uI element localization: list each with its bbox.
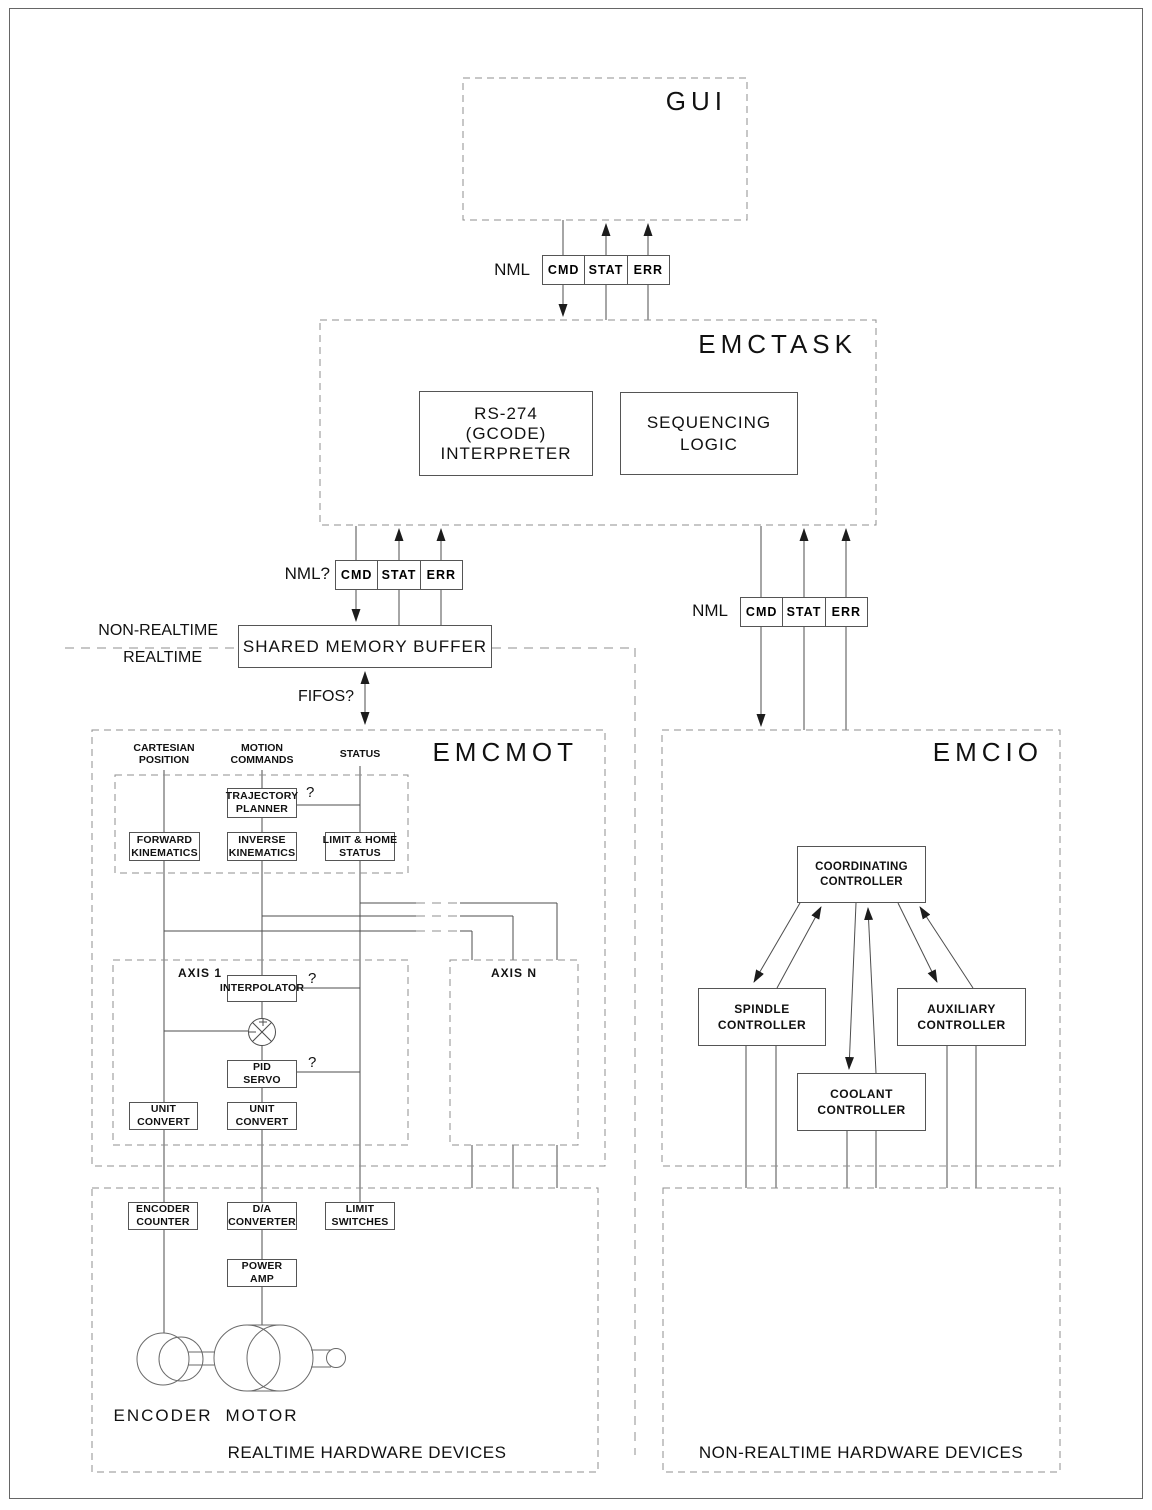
nml-channel-box-left xyxy=(335,560,463,590)
coolant-controller-box: COOLANT CONTROLLER xyxy=(797,1073,926,1131)
inverse-kinematics-box: INVERSE KINEMATICS xyxy=(227,832,297,861)
gcode-interpreter-box: RS-274 (GCODE) INTERPRETER xyxy=(419,391,593,476)
unit-convert-position-box: UNIT CONVERT xyxy=(129,1102,198,1130)
nml-cmd-cell: CMD xyxy=(745,605,778,619)
da-converter-box: D/A CONVERTER xyxy=(228,1203,296,1228)
summing-junction xyxy=(249,1018,276,1046)
nml-stat-cell: STAT xyxy=(782,598,824,626)
non-realtime-label: NON-REALTIME xyxy=(98,622,218,639)
axisn-box xyxy=(450,960,578,1145)
encoder-label: ENCODER xyxy=(113,1406,213,1425)
cartesian-position-label: CARTESIAN POSITION xyxy=(133,742,195,766)
emctask-title: EMCTASK xyxy=(698,329,857,359)
nml-stat-cell: STAT xyxy=(377,561,419,589)
spindle-controller-box: SPINDLE CONTROLLER xyxy=(698,988,826,1046)
power-amp-box: POWER AMP xyxy=(227,1259,297,1287)
interpolator-box: INTERPOLATOR xyxy=(227,975,297,1002)
realtime-label: REALTIME xyxy=(123,649,202,666)
realtime-hardware-box xyxy=(92,1188,598,1472)
emcmot-box xyxy=(92,730,605,1166)
nml-top-label: NML xyxy=(494,260,530,279)
coordinating-controller-box: COORDINATING CONTROLLER xyxy=(797,846,926,903)
nml-err-cell: ERR xyxy=(627,256,669,284)
pid-servo-box: PID SERVO xyxy=(227,1060,297,1088)
nml-right-label: NML xyxy=(692,601,728,620)
encoder-counter-box: ENCODER COUNTER xyxy=(128,1202,198,1230)
status-column-label: STATUS xyxy=(339,748,381,760)
gui-title: GUI xyxy=(665,86,727,116)
non-realtime-hardware-label: NON-REALTIME HARDWARE DEVICES xyxy=(698,1443,1024,1462)
non-realtime-hardware-box xyxy=(663,1188,1060,1472)
realtime-hardware-label: REALTIME HARDWARE DEVICES xyxy=(227,1443,507,1462)
nml-channel-box-top xyxy=(542,255,670,285)
encoder-motor-drawing xyxy=(137,1325,346,1391)
fifos-label: FIFOS? xyxy=(298,688,355,705)
auxiliary-controller-box: AUXILIARY CONTROLLER xyxy=(897,988,1026,1046)
nml-cmd-cell: CMD xyxy=(547,263,580,277)
nml-err-cell: ERR xyxy=(825,598,867,626)
motion-commands-label: MOTION COMMANDS xyxy=(230,742,294,766)
trajectory-planner-box: TRAJECTORY PLANNER xyxy=(227,788,297,818)
shared-memory-buffer-box: SHARED MEMORY BUFFER xyxy=(238,625,492,668)
interpolator-question-mark: ? xyxy=(308,970,317,987)
pid-question-mark: ? xyxy=(308,1054,317,1071)
emcmot-title: EMCMOT xyxy=(432,737,578,767)
axis1-label: AXIS 1 xyxy=(177,966,222,980)
limit-switches-box: LIMIT SWITCHES xyxy=(325,1202,395,1230)
nml-channel-box-right xyxy=(740,597,868,627)
emcio-title: EMCIO xyxy=(932,737,1043,767)
emctask-emcio-connectors xyxy=(761,526,846,730)
sequencing-logic-box: SEQUENCING LOGIC xyxy=(620,392,798,475)
limit-home-status-box: LIMIT & HOME STATUS xyxy=(325,832,395,861)
motor-label: MOTOR xyxy=(225,1406,299,1425)
unit-convert-output-box: UNIT CONVERT xyxy=(227,1102,297,1130)
forward-kinematics-box: FORWARD KINEMATICS xyxy=(129,832,200,861)
realtime-boundary-line xyxy=(65,648,635,1455)
nml-cmd-cell: CMD xyxy=(340,568,373,582)
trajectory-question-mark: ? xyxy=(306,784,315,801)
nml-err-cell: ERR xyxy=(420,561,462,589)
nml-stat-cell: STAT xyxy=(584,256,626,284)
nml-left-label: NML? xyxy=(284,564,330,583)
axisn-label: AXIS N xyxy=(490,966,537,980)
